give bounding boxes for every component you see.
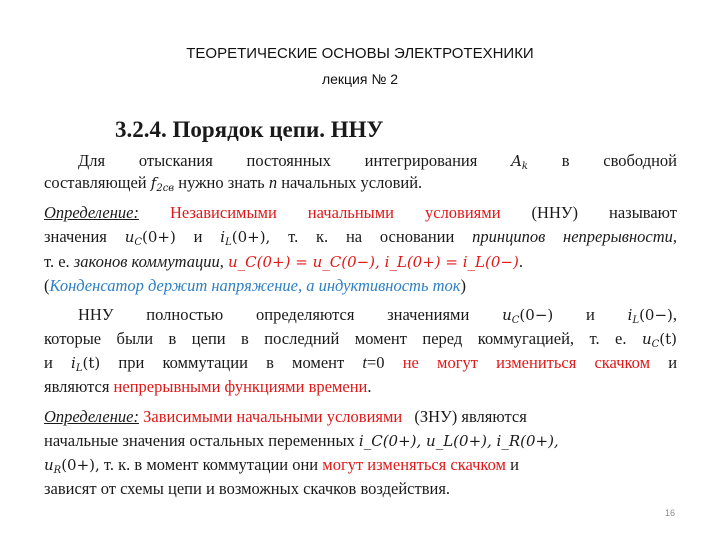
definition-label: Определение: (44, 203, 139, 222)
definition-2-line-2: начальные значения остальных переменных i_C(0+), u_L(0+), i_R(0+), (44, 431, 559, 450)
paragraph-2-line-2: которые были в цепи в последний момент перед коммугацией, т. е. $u_C(t)$ (44, 329, 677, 350)
definition-2-line-4: зависят от схемы цепи и возможных скачков воздействия. (44, 479, 451, 498)
paragraph-2-line-1: ННУ полностью определяются значениями $u_C(0-)$ и $i_L(0-)$, (78, 305, 678, 326)
definition-label: Определение: (44, 407, 139, 426)
definition-1-line-1: Определение: Независимыми начальными условиями (ННУ) называют (44, 203, 677, 222)
definition-1-line-3: т. е. законов коммутации, u_C(0+) = u_C(0−), i_L(0+) = i_L(0−). (44, 252, 523, 271)
paragraph-1-line-1: Для отыскания постоянных интегрирования $A_k$ в свободной (78, 151, 677, 172)
symbol-f-2sv: $f_{2св}$ (150, 174, 175, 194)
paragraph-2-line-3: и $i_L(t)$ при коммутации в момент t=0 не могут измениться скачком и (44, 353, 678, 374)
section-title: 3.2.4. Порядок цепи. ННУ (115, 117, 384, 142)
definition-2-line-1: Определение: Зависимыми начальными условиями (ЗНУ) являются (44, 407, 527, 426)
definition-term: Независимыми начальными условиями (169, 203, 501, 222)
definition-2-line-3: $u_R(0+)$, т. к. в момент коммутации они могут изменяться скачком и (44, 455, 519, 476)
page-number: 16 (665, 508, 676, 518)
definition-1-note: (Конденсатор держит напряжение, а индуктивность ток) (44, 276, 466, 295)
definition-1-line-2: значения $u_C(0+)$ и $i_L(0+)$, т. к. на основании принципов непрерывности, (44, 227, 678, 248)
definition-term: Зависимыми начальными условиями (143, 407, 403, 426)
paragraph-2-line-4: являются непрерывными функциями времени. (44, 377, 372, 396)
slide-header-title: ТЕОРЕТИЧЕСКИЕ ОСНОВЫ ЭЛЕКТРОТЕХНИКИ (186, 45, 534, 62)
symbol-a-k: $A_k$ (511, 152, 528, 172)
slide-header-subtitle: лекция № 2 (321, 71, 399, 87)
paragraph-1-line-2: составляющей $f_{2св}$ нужно знать n начальных условий. (44, 173, 423, 194)
commutation-formula: u_C(0+) = u_C(0−), i_L(0+) = i_L(0−) (228, 253, 519, 271)
